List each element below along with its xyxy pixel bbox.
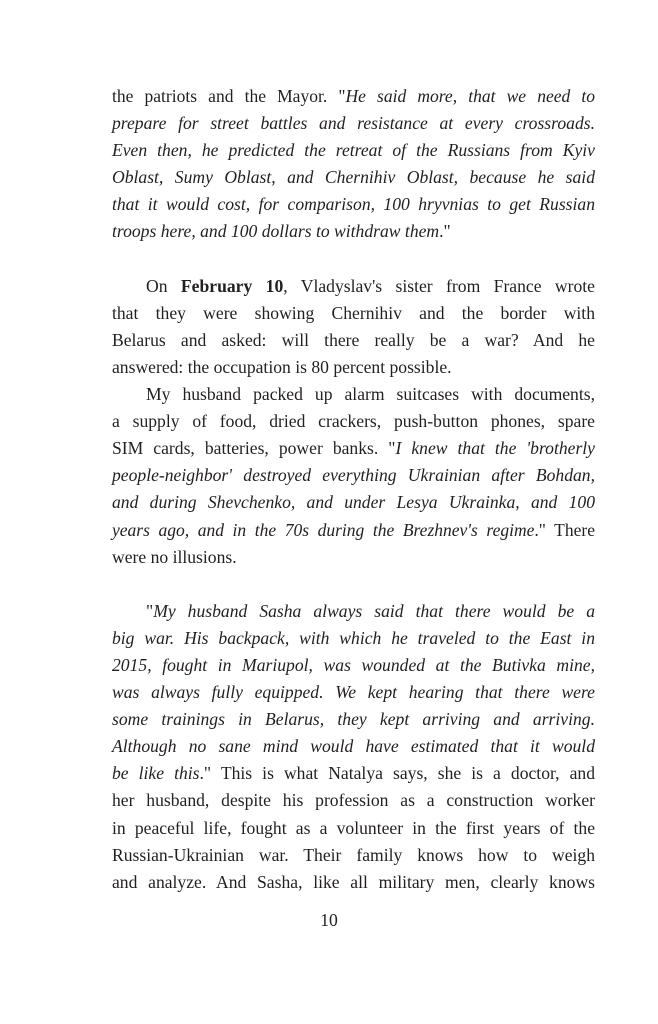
text-segment: ." This is what Natalya says, she is a doctor, and bbox=[199, 763, 595, 784]
text-segment: in peaceful life, fought as a volunteer in the first years of the bbox=[112, 817, 595, 838]
text-line bbox=[112, 110, 595, 137]
text-line bbox=[112, 842, 595, 869]
text-segment: , Vladyslav's sister from France wrote bbox=[283, 275, 595, 296]
text-line bbox=[112, 354, 595, 381]
text-segment: ." There bbox=[534, 519, 595, 540]
text-line bbox=[112, 435, 595, 462]
text-line bbox=[112, 300, 595, 327]
text-line bbox=[112, 137, 595, 164]
italic-quote-text: My husband Sasha always said that there would be a bbox=[153, 600, 595, 621]
text-line bbox=[112, 869, 595, 896]
text-segment: answered: the occupation is 80 percent possible. bbox=[112, 356, 452, 377]
italic-quote-text: years ago, and in the 70s during the Brezhnev's regime bbox=[112, 519, 535, 540]
italic-quote-text: I knew that the 'brotherly bbox=[395, 438, 595, 459]
bold-date-text: February 10 bbox=[180, 275, 284, 296]
text-line bbox=[112, 598, 595, 625]
italic-quote-text: 2015, fought in Mariupol, was wounded at the Butivka mine, bbox=[112, 654, 595, 675]
text-segment: ." bbox=[439, 221, 451, 242]
text-line bbox=[112, 544, 595, 571]
text-line bbox=[112, 327, 595, 354]
text-line bbox=[112, 489, 595, 516]
text-line bbox=[112, 760, 595, 787]
italic-quote-text: and during Shevchenko, and under Lesya Ukrainka, and 100 bbox=[112, 492, 595, 513]
text-line bbox=[112, 164, 595, 191]
text-segment: that they were showing Chernihiv and the border with bbox=[112, 302, 595, 323]
italic-quote-text: that it would cost, for comparison, 100 hryvnias to get Russian bbox=[112, 194, 595, 215]
text-segment: On bbox=[146, 275, 181, 296]
text-line bbox=[112, 815, 595, 842]
italic-quote-text: Although no sane mind would have estimated that it would bbox=[112, 736, 595, 757]
text-line bbox=[112, 273, 595, 300]
italic-quote-text: prepare for street battles and resistance at every crossroads. bbox=[112, 113, 595, 134]
text-segment: Belarus and asked: will there really be a war? And he bbox=[112, 329, 595, 350]
text-segment: Russian-Ukrainian war. Their family knows how to weigh bbox=[112, 844, 595, 865]
text-segment: SIM cards, batteries, power banks. " bbox=[112, 438, 396, 459]
text-line bbox=[112, 517, 595, 544]
italic-quote-text: was always fully equipped. We kept hearing that there were bbox=[112, 682, 595, 703]
text-segment: were no illusions. bbox=[112, 546, 237, 567]
text-line bbox=[112, 462, 595, 489]
text-line bbox=[112, 652, 595, 679]
text-line bbox=[112, 733, 595, 760]
page-number: 10 bbox=[320, 910, 338, 930]
paragraph-spacer bbox=[112, 571, 595, 598]
text-line bbox=[112, 83, 595, 110]
italic-quote-text: people-neighbor' destroyed everything Ukrainian after Bohdan, bbox=[112, 465, 595, 486]
text-segment: " bbox=[146, 600, 154, 621]
text-line bbox=[112, 787, 595, 814]
text-segment: My husband packed up alarm suitcases with documents, bbox=[146, 384, 595, 405]
text-line bbox=[112, 218, 595, 245]
italic-quote-text: Even then, he predicted the retreat of the Russians from Kyiv bbox=[112, 140, 595, 161]
body-text bbox=[112, 83, 595, 896]
text-segment: a supply of food, dried crackers, push-button phones, spare bbox=[112, 411, 595, 432]
italic-quote-text: some trainings in Belarus, they kept arriving and arriving. bbox=[112, 709, 595, 730]
text-line bbox=[112, 679, 595, 706]
text-line bbox=[112, 625, 595, 652]
text-line bbox=[112, 408, 595, 435]
italic-quote-text: troops here, and 100 dollars to withdraw them bbox=[112, 221, 440, 242]
text-segment: the patriots and the Mayor. " bbox=[112, 86, 346, 106]
italic-quote-text: big war. His backpack, with which he traveled to the East in bbox=[112, 627, 595, 648]
text-segment: her husband, despite his profession as a construction worker bbox=[112, 790, 595, 811]
text-line bbox=[112, 706, 595, 733]
italic-quote-text: Oblast, Sumy Oblast, and Chernihiv Oblast, because he said bbox=[112, 167, 595, 188]
paragraph-spacer bbox=[112, 246, 595, 273]
text-segment: and analyze. And Sasha, like all military men, clearly knows bbox=[112, 871, 595, 892]
italic-quote-text: be like this bbox=[112, 763, 200, 784]
italic-quote-text: He said more, that we need to bbox=[345, 86, 595, 106]
text-line bbox=[112, 381, 595, 408]
text-line bbox=[112, 191, 595, 218]
